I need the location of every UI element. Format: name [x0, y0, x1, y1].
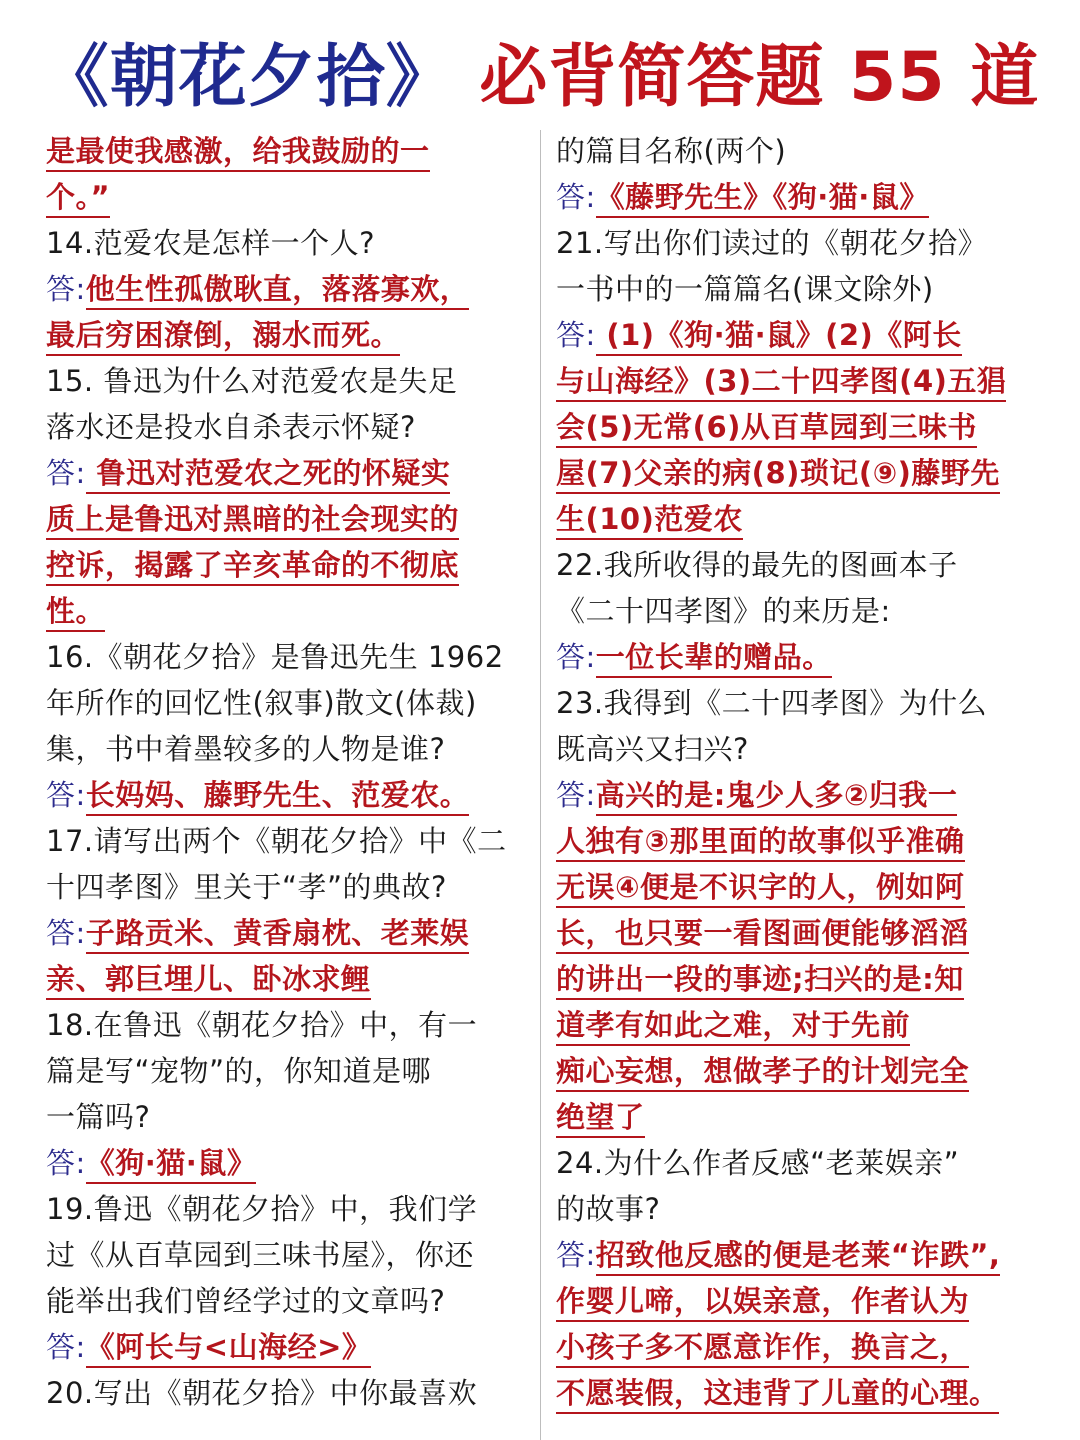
question-text: 能举出我们曾经学过的文章吗?	[46, 1284, 446, 1318]
answer-label: 答:	[556, 1238, 596, 1272]
answer-text: 的讲出一段的事迹;扫兴的是:知	[556, 962, 964, 1000]
answer-text: 子路贡米、黄香扇枕、老莱娱	[86, 916, 470, 954]
answer-text: 《狗·猫·鼠》	[86, 1146, 257, 1184]
question-text: 过《从百草园到三味书屋》，你还	[46, 1238, 475, 1272]
question-line	[556, 588, 1044, 634]
question-line	[556, 220, 1044, 266]
answer-line	[46, 542, 534, 588]
question-line	[46, 1002, 534, 1048]
question-text: 22.我所收得的最先的图画本子	[556, 548, 958, 582]
answer-text: 作婴儿啼，以娱亲意，作者认为	[556, 1284, 969, 1322]
answer-line	[556, 864, 1044, 910]
question-line	[46, 1186, 534, 1232]
question-text: 集，书中着墨较多的人物是谁?	[46, 732, 446, 766]
answer-line	[556, 910, 1044, 956]
answer-line	[556, 450, 1044, 496]
question-line	[46, 726, 534, 772]
answer-line	[556, 1094, 1044, 1140]
answer-text: (1)《狗·猫·鼠》(2)《阿长	[596, 318, 962, 356]
answer-text: 最后穷困潦倒，溺水而死。	[46, 318, 400, 356]
answer-text: 痴心妄想，想做孝子的计划完全	[556, 1054, 969, 1092]
question-line	[556, 542, 1044, 588]
answer-text: 是最使我感激，给我鼓励的一	[46, 134, 430, 172]
question-line	[46, 1370, 534, 1416]
answer-line	[46, 174, 534, 220]
title-subtitle: 必背简答题 55 道	[479, 38, 1040, 117]
question-text: 的篇目名称(两个)	[556, 134, 787, 168]
answer-label: 答:	[556, 640, 596, 674]
answer-line	[46, 1140, 534, 1186]
question-line	[46, 864, 534, 910]
question-line	[556, 1186, 1044, 1232]
question-line	[556, 726, 1044, 772]
answer-label: 答:	[556, 778, 596, 812]
title-book-name: 《朝花夕拾》	[40, 38, 455, 117]
question-line	[46, 358, 534, 404]
answer-line	[46, 772, 534, 818]
question-text: 一书中的一篇篇名(课文除外)	[556, 272, 934, 306]
answer-line	[556, 1278, 1044, 1324]
answer-text: 一位长辈的赠品。	[596, 640, 832, 678]
question-text: 15. 鲁迅为什么对范爱农是失足	[46, 364, 458, 398]
answer-line	[556, 634, 1044, 680]
question-text: 23.我得到《二十四孝图》为什么	[556, 686, 988, 720]
answer-line	[556, 1232, 1044, 1278]
answer-text: 亲、郭巨埋儿、卧冰求鲤	[46, 962, 371, 1000]
answer-text: 绝望了	[556, 1100, 645, 1138]
answer-line	[556, 1370, 1044, 1416]
answer-text: 道孝有如此之难，对于先前	[556, 1008, 910, 1046]
answer-text: 他生性孤傲耿直，落落寡欢，	[86, 272, 470, 310]
question-text: 16.《朝花夕拾》是鲁迅先生 1962	[46, 640, 504, 674]
question-text: 既高兴又扫兴?	[556, 732, 749, 766]
question-text: 一篇吗?	[46, 1100, 151, 1134]
question-text: 14.范爱农是怎样一个人?	[46, 226, 376, 260]
answer-line	[46, 1324, 534, 1370]
answer-line	[556, 496, 1044, 542]
answer-line	[556, 818, 1044, 864]
answer-line	[46, 588, 534, 634]
answer-text: 质上是鲁迅对黑暗的社会现实的	[46, 502, 459, 540]
answer-text: 长，也只要一看图画便能够滔滔	[556, 916, 969, 954]
question-text: 十四孝图》里关于“孝”的典故?	[46, 870, 447, 904]
answer-label: 答:	[46, 1146, 86, 1180]
question-text: 20.写出《朝花夕拾》中你最喜欢	[46, 1376, 478, 1410]
question-text: 篇是写“宠物”的，你知道是哪	[46, 1054, 432, 1088]
answer-text: 无误④便是不识字的人，例如阿	[556, 870, 965, 908]
answer-line	[556, 404, 1044, 450]
answer-label: 答:	[556, 318, 596, 352]
answer-line	[46, 128, 534, 174]
answer-line	[46, 312, 534, 358]
question-line	[46, 404, 534, 450]
answer-text: 高兴的是:鬼少人多②归我一	[596, 778, 958, 816]
answer-line	[46, 956, 534, 1002]
answer-label: 答:	[556, 180, 596, 214]
answer-text: 个。”	[46, 180, 110, 218]
question-line	[556, 266, 1044, 312]
question-text: 落水还是投水自杀表示怀疑?	[46, 410, 416, 444]
answer-line	[556, 1324, 1044, 1370]
answer-text: 不愿装假，这违背了儿童的心理。	[556, 1376, 999, 1414]
answer-text: 屋(7)父亲的病(8)琐记(⑨)藤野先	[556, 456, 1000, 494]
question-text: 18.在鲁迅《朝花夕拾》中，有一	[46, 1008, 478, 1042]
answer-text: 人独有③那里面的故事似乎准确	[556, 824, 965, 862]
answer-text: 小孩子多不愿意诈作，换言之，	[556, 1330, 969, 1368]
question-text: 17.请写出两个《朝花夕拾》中《二	[46, 824, 507, 858]
answer-line	[556, 1048, 1044, 1094]
answer-text: 招致他反感的便是老莱“诈跌”,	[596, 1238, 1001, 1276]
question-text: 19.鲁迅《朝花夕拾》中，我们学	[46, 1192, 478, 1226]
answer-text: 与山海经》(3)二十四孝图(4)五猖	[556, 364, 1006, 402]
answer-line	[556, 174, 1044, 220]
answer-line	[556, 956, 1044, 1002]
answer-line	[556, 312, 1044, 358]
answer-line	[556, 358, 1044, 404]
answer-line	[46, 266, 534, 312]
answer-line	[46, 910, 534, 956]
answer-label: 答:	[46, 456, 86, 490]
answer-text: 《藤野先生》《狗·猫·鼠》	[596, 180, 929, 218]
left-column	[46, 128, 534, 1416]
question-line	[556, 680, 1044, 726]
question-line	[46, 1048, 534, 1094]
answer-label: 答:	[46, 778, 86, 812]
question-text: 年所作的回忆性(叙事)散文(体裁)	[46, 686, 477, 720]
question-text: 的故事?	[556, 1192, 661, 1226]
answer-text: 会(5)无常(6)从百草园到三味书	[556, 410, 977, 448]
answer-text: 鲁迅对范爱农之死的怀疑实	[86, 456, 451, 494]
answer-text: 性。	[46, 594, 105, 632]
question-line	[556, 1140, 1044, 1186]
answer-line	[556, 1002, 1044, 1048]
right-column	[556, 128, 1044, 1416]
answer-line	[556, 772, 1044, 818]
question-line	[46, 818, 534, 864]
answer-text: 生(10)范爱农	[556, 502, 743, 540]
page-title	[0, 28, 1080, 128]
question-line	[46, 680, 534, 726]
answer-label: 答:	[46, 916, 86, 950]
answer-text: 控诉，揭露了辛亥革命的不彻底	[46, 548, 459, 586]
answer-label: 答:	[46, 272, 86, 306]
question-text: 《二十四孝图》的来历是:	[556, 594, 891, 628]
answer-line	[46, 496, 534, 542]
question-line	[46, 1094, 534, 1140]
answer-text: 《阿长与<山海经>》	[86, 1330, 372, 1368]
answer-line	[46, 450, 534, 496]
answer-label: 答:	[46, 1330, 86, 1364]
question-line	[46, 220, 534, 266]
question-line	[556, 128, 1044, 174]
question-text: 21.写出你们读过的《朝花夕拾》	[556, 226, 988, 260]
column-divider	[540, 130, 541, 1440]
question-line	[46, 1278, 534, 1324]
question-text: 24.为什么作者反感“老莱娱亲”	[556, 1146, 960, 1180]
answer-text: 长妈妈、藤野先生、范爱农。	[86, 778, 470, 816]
question-line	[46, 1232, 534, 1278]
question-line	[46, 634, 534, 680]
